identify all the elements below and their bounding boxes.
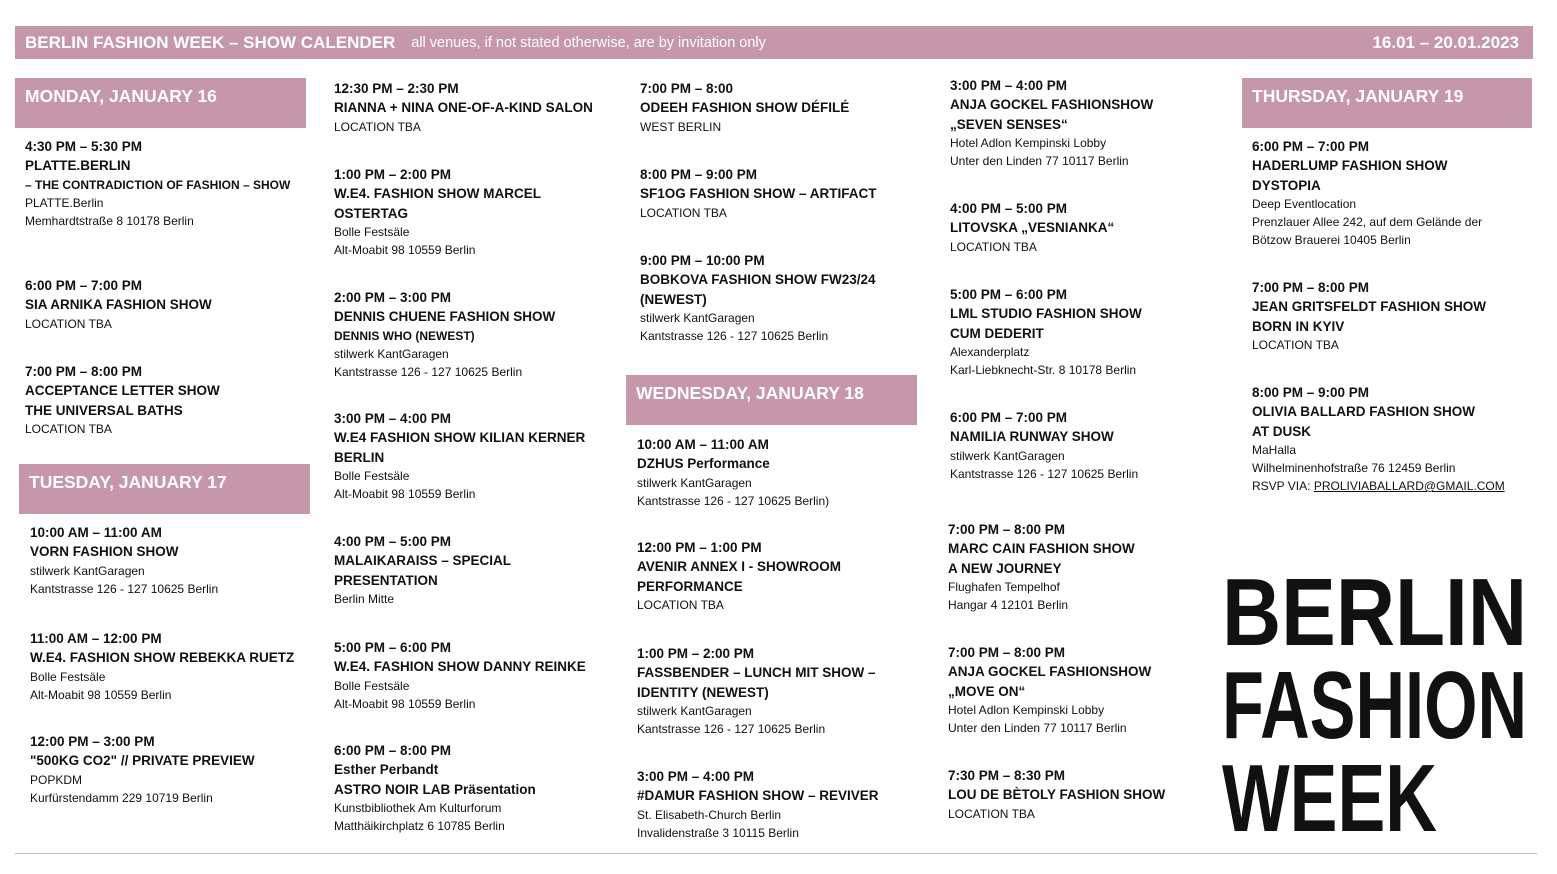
event-venue: PLATTE.Berlin: [25, 195, 104, 210]
day-header-thursday: THURSDAY, JANUARY 19: [1242, 78, 1532, 128]
event-item: [334, 409, 604, 503]
event-item: [948, 766, 1208, 823]
event-name: FASSBENDER – LUNCH MIT SHOW – IDENTITY (NEWEST): [637, 665, 876, 700]
event-name: W.E4. FASHION SHOW DANNY REINKE: [334, 659, 586, 674]
event-item: [640, 79, 920, 136]
event-name: ODEEH FASHION SHOW DÉFILÉ: [640, 100, 850, 115]
event-name: Esther Perbandt: [334, 762, 439, 777]
event-venue: Flughafen Tempelhof: [948, 580, 1060, 594]
event-item: [25, 362, 295, 438]
logo-line-1: BERLIN: [1222, 559, 1527, 666]
event-time: 7:30 PM – 8:30 PM: [948, 768, 1066, 783]
event-address: Karl-Liebknecht-Str. 8 10178 Berlin: [950, 363, 1137, 377]
event-venue: LOCATION TBA: [25, 316, 112, 331]
event-name-line2: ASTRO NOIR LAB Präsentation: [334, 781, 536, 797]
event-venue: MaHalla: [1252, 443, 1297, 457]
event-subtitle: DENNIS WHO (NEWEST): [334, 328, 475, 343]
event-item: [637, 538, 877, 614]
event-time: 2:00 PM – 3:00 PM: [334, 290, 452, 305]
event-time: 3:00 PM – 4:00 PM: [334, 411, 452, 426]
event-name-line2: „MOVE ON“: [948, 683, 1026, 699]
event-time: 7:00 PM – 8:00 PM: [1252, 280, 1370, 295]
event-time: 8:00 PM – 9:00 PM: [640, 167, 758, 182]
event-item: [334, 741, 614, 835]
event-venue: Berlin Mitte: [334, 592, 395, 606]
event-item: [950, 285, 1170, 379]
event-item: [30, 732, 310, 807]
event-name: LITOVSKA „VESNIANKA“: [950, 220, 1115, 235]
event-item: [1252, 278, 1502, 354]
event-venue: stilwerk KantGaragen: [334, 346, 449, 361]
event-address: Unter den Linden 77 10117 Berlin: [948, 721, 1127, 735]
event-address: Unter den Linden 77 10117 Berlin: [950, 154, 1129, 168]
event-venue: Kunstbibliothek Am Kulturforum: [334, 801, 502, 815]
event-address: Prenzlauer Allee 242, auf dem Gelände der Bötzow Brauerei 10405 Berlin: [1252, 215, 1483, 247]
event-time: 4:30 PM – 5:30 PM: [25, 139, 143, 154]
page-title: BERLIN FASHION WEEK – SHOW CALENDER: [25, 32, 396, 52]
event-time: 9:00 PM – 10:00 PM: [640, 253, 765, 268]
event-address: Alt-Moabit 98 10559 Berlin: [30, 687, 172, 702]
event-venue: WEST BERLIN: [640, 119, 722, 134]
event-time: 1:00 PM – 2:00 PM: [637, 646, 755, 661]
event-name: RIANNA + NINA ONE-OF-A-KIND SALON: [334, 100, 593, 115]
event-address: Kantstrasse 126 - 127 10625 Berlin): [637, 493, 830, 508]
event-venue: LOCATION TBA: [1252, 338, 1339, 352]
header-subtitle: all venues, if not stated otherwise, are by invitation only: [411, 34, 766, 51]
event-name: ANJA GOCKEL FASHIONSHOW: [948, 664, 1152, 679]
event-time: 8:00 PM – 9:00 PM: [1252, 385, 1370, 400]
event-name: ANJA GOCKEL FASHIONSHOW: [950, 97, 1154, 112]
event-item: [950, 199, 1210, 256]
event-name: OLIVIA BALLARD FASHION SHOW AT DUSK: [1252, 404, 1475, 439]
event-time: 5:00 PM – 6:00 PM: [950, 287, 1068, 302]
event-item: [334, 165, 574, 259]
event-address: Alt-Moabit 98 10559 Berlin: [334, 243, 476, 257]
rsvp-email-link[interactable]: PROLIVIABALLARD@GMAIL.COM: [1313, 479, 1505, 493]
event-name: DENNIS CHUENE FASHION SHOW: [334, 309, 556, 324]
event-venue: Hotel Adlon Kempinski Lobby: [948, 703, 1105, 717]
event-item: [1252, 383, 1532, 495]
logo-line-3: WEEK: [1222, 745, 1437, 852]
event-venue: LOCATION TBA: [640, 205, 727, 220]
event-address: Memhardtstraße 8 10178 Berlin: [25, 213, 194, 228]
event-venue: Bolle Festsäle: [30, 669, 106, 684]
event-name-line2: A NEW JOURNEY: [948, 560, 1062, 576]
event-time: 1:00 PM – 2:00 PM: [334, 167, 452, 182]
event-venue: LOCATION TBA: [334, 119, 421, 134]
event-time: 12:30 PM – 2:30 PM: [334, 81, 459, 96]
day-header-wednesday: WEDNESDAY, JANUARY 18: [626, 375, 917, 425]
event-item: [334, 532, 564, 608]
event-item: [948, 643, 1208, 737]
event-address: Kantstrasse 126 - 127 10625 Berlin: [640, 329, 829, 343]
event-time: 4:00 PM – 5:00 PM: [950, 201, 1068, 216]
event-address: Alt-Moabit 98 10559 Berlin: [334, 696, 476, 711]
event-time: 3:00 PM – 4:00 PM: [637, 769, 755, 784]
logo-line-2: FASHION: [1222, 652, 1527, 759]
event-name-line2: „SEVEN SENSES“: [950, 116, 1068, 132]
event-time: 7:00 PM – 8:00 PM: [25, 364, 143, 379]
event-venue: POPKDM: [30, 772, 83, 787]
event-item: [637, 644, 897, 738]
event-time: 6:00 PM – 7:00 PM: [1252, 139, 1370, 154]
event-venue: stilwerk KantGaragen: [640, 311, 755, 325]
event-name: "500KG CO2" // PRIVATE PREVIEW: [30, 753, 255, 768]
event-time: 6:00 PM – 8:00 PM: [334, 743, 452, 758]
event-time: 3:00 PM – 4:00 PM: [950, 78, 1068, 93]
event-address: Kurfürstendamm 229 10719 Berlin: [30, 790, 213, 805]
event-name: W.E4. FASHION SHOW MARCEL OSTERTAG: [334, 186, 541, 221]
event-item: [950, 76, 1210, 170]
event-address: Wilhelminenhofstraße 76 12459 Berlin: [1252, 461, 1456, 475]
event-name: SF1OG FASHION SHOW – ARTIFACT: [640, 186, 877, 201]
event-name: MARC CAIN FASHION SHOW: [948, 541, 1135, 556]
event-venue: LOCATION TBA: [948, 806, 1035, 821]
event-name: LML STUDIO FASHION SHOW CUM DEDERIT: [950, 306, 1142, 341]
event-name: W.E4 FASHION SHOW KILIAN KERNER BERLIN: [334, 430, 586, 465]
event-time: 5:00 PM – 6:00 PM: [334, 640, 452, 655]
event-time: 10:00 AM – 11:00 AM: [637, 437, 769, 452]
event-item: [1252, 137, 1522, 249]
event-item: [637, 435, 917, 510]
event-address: Hangar 4 12101 Berlin: [948, 598, 1069, 612]
event-time: 4:00 PM – 5:00 PM: [334, 534, 452, 549]
header-dates: 16.01 – 20.01.2023: [1372, 32, 1519, 52]
event-address: Kantstrasse 126 - 127 10625 Berlin: [950, 466, 1139, 481]
event-item: [640, 251, 910, 345]
event-venue: LOCATION TBA: [637, 598, 724, 612]
event-name: JEAN GRITSFELDT FASHION SHOW BORN IN KYIV: [1252, 299, 1487, 334]
rsvp-label: RSVP VIA:: [1252, 479, 1314, 493]
event-time: 12:00 PM – 1:00 PM: [637, 540, 762, 555]
event-name: AVENIR ANNEX I - SHOWROOM PERFORMANCE: [637, 559, 842, 594]
event-time: 7:00 PM – 8:00 PM: [948, 522, 1066, 537]
event-venue: Hotel Adlon Kempinski Lobby: [950, 136, 1107, 150]
event-name: LOU DE BÈTOLY FASHION SHOW: [948, 787, 1166, 802]
event-time: 7:00 PM – 8:00 PM: [948, 645, 1066, 660]
event-name: VORN FASHION SHOW: [30, 544, 179, 559]
event-item: [640, 165, 920, 222]
event-name: PLATTE.BERLIN: [25, 158, 131, 173]
event-time: 6:00 PM – 7:00 PM: [950, 410, 1068, 425]
event-venue: Bolle Festsäle: [334, 225, 410, 239]
event-address: Alt-Moabit 98 10559 Berlin: [334, 487, 476, 501]
event-address: Matthäikirchplatz 6 10785 Berlin: [334, 819, 505, 833]
event-subtitle: – THE CONTRADICTION OF FASHION – SHOW: [25, 177, 291, 192]
event-item: [948, 520, 1208, 614]
event-venue: LOCATION TBA: [950, 239, 1037, 254]
event-item: [25, 137, 295, 230]
event-item: [30, 523, 310, 598]
event-item: [25, 276, 295, 333]
event-address: Kantstrasse 126 - 127 10625 Berlin: [334, 364, 523, 379]
event-venue: LOCATION TBA: [25, 422, 112, 436]
event-item: [334, 638, 614, 713]
event-name: W.E4. FASHION SHOW REBEKKA RUETZ: [30, 650, 295, 665]
bottom-divider: [15, 853, 1537, 854]
event-name-line2: THE UNIVERSAL BATHS: [25, 402, 183, 418]
event-item: [334, 288, 604, 381]
event-venue: stilwerk KantGaragen: [637, 704, 752, 718]
event-name: #DAMUR FASHION SHOW – REVIVER: [637, 788, 879, 803]
event-venue: stilwerk KantGaragen: [637, 475, 752, 490]
event-time: 6:00 PM – 7:00 PM: [25, 278, 143, 293]
event-venue: stilwerk KantGaragen: [30, 563, 145, 578]
event-venue: Bolle Festsäle: [334, 678, 410, 693]
event-name: NAMILIA RUNWAY SHOW: [950, 429, 1114, 444]
event-time: 10:00 AM – 11:00 AM: [30, 525, 162, 540]
event-venue: stilwerk KantGaragen: [950, 448, 1065, 463]
event-address: Kantstrasse 126 - 127 10625 Berlin: [637, 722, 826, 736]
event-address: Kantstrasse 126 - 127 10625 Berlin: [30, 581, 219, 596]
event-venue: Alexanderplatz: [950, 345, 1030, 359]
day-header-tuesday: TUESDAY, JANUARY 17: [19, 464, 310, 514]
event-name: HADERLUMP FASHION SHOW DYSTOPIA: [1252, 158, 1448, 193]
event-address: Invalidenstraße 3 10115 Berlin: [637, 825, 799, 840]
header-bar: [15, 26, 1533, 59]
event-item: [950, 408, 1210, 483]
event-venue: Bolle Festsäle: [334, 469, 410, 483]
event-item: [30, 629, 320, 704]
event-venue: Deep Eventlocation: [1252, 197, 1357, 211]
event-name: SIA ARNIKA FASHION SHOW: [25, 297, 212, 312]
event-time: 11:00 AM – 12:00 PM: [30, 631, 162, 646]
berlin-fashion-week-logo: [1222, 559, 1532, 852]
day-header-monday: MONDAY, JANUARY 16: [15, 78, 306, 128]
event-time: 12:00 PM – 3:00 PM: [30, 734, 155, 749]
event-name: DZHUS Performance: [637, 456, 770, 471]
event-item: [637, 767, 917, 842]
event-name: MALAIKARAISS – SPECIAL PRESENTATION: [334, 553, 511, 588]
event-name: ACCEPTANCE LETTER SHOW: [25, 383, 220, 398]
event-name: BOBKOVA FASHION SHOW FW23/24 (NEWEST): [640, 272, 876, 307]
rsvp-line: [1252, 477, 1532, 495]
event-venue: St. Elisabeth-Church Berlin: [637, 807, 782, 822]
event-item: [334, 79, 614, 136]
event-time: 7:00 PM – 8:00: [640, 81, 734, 96]
